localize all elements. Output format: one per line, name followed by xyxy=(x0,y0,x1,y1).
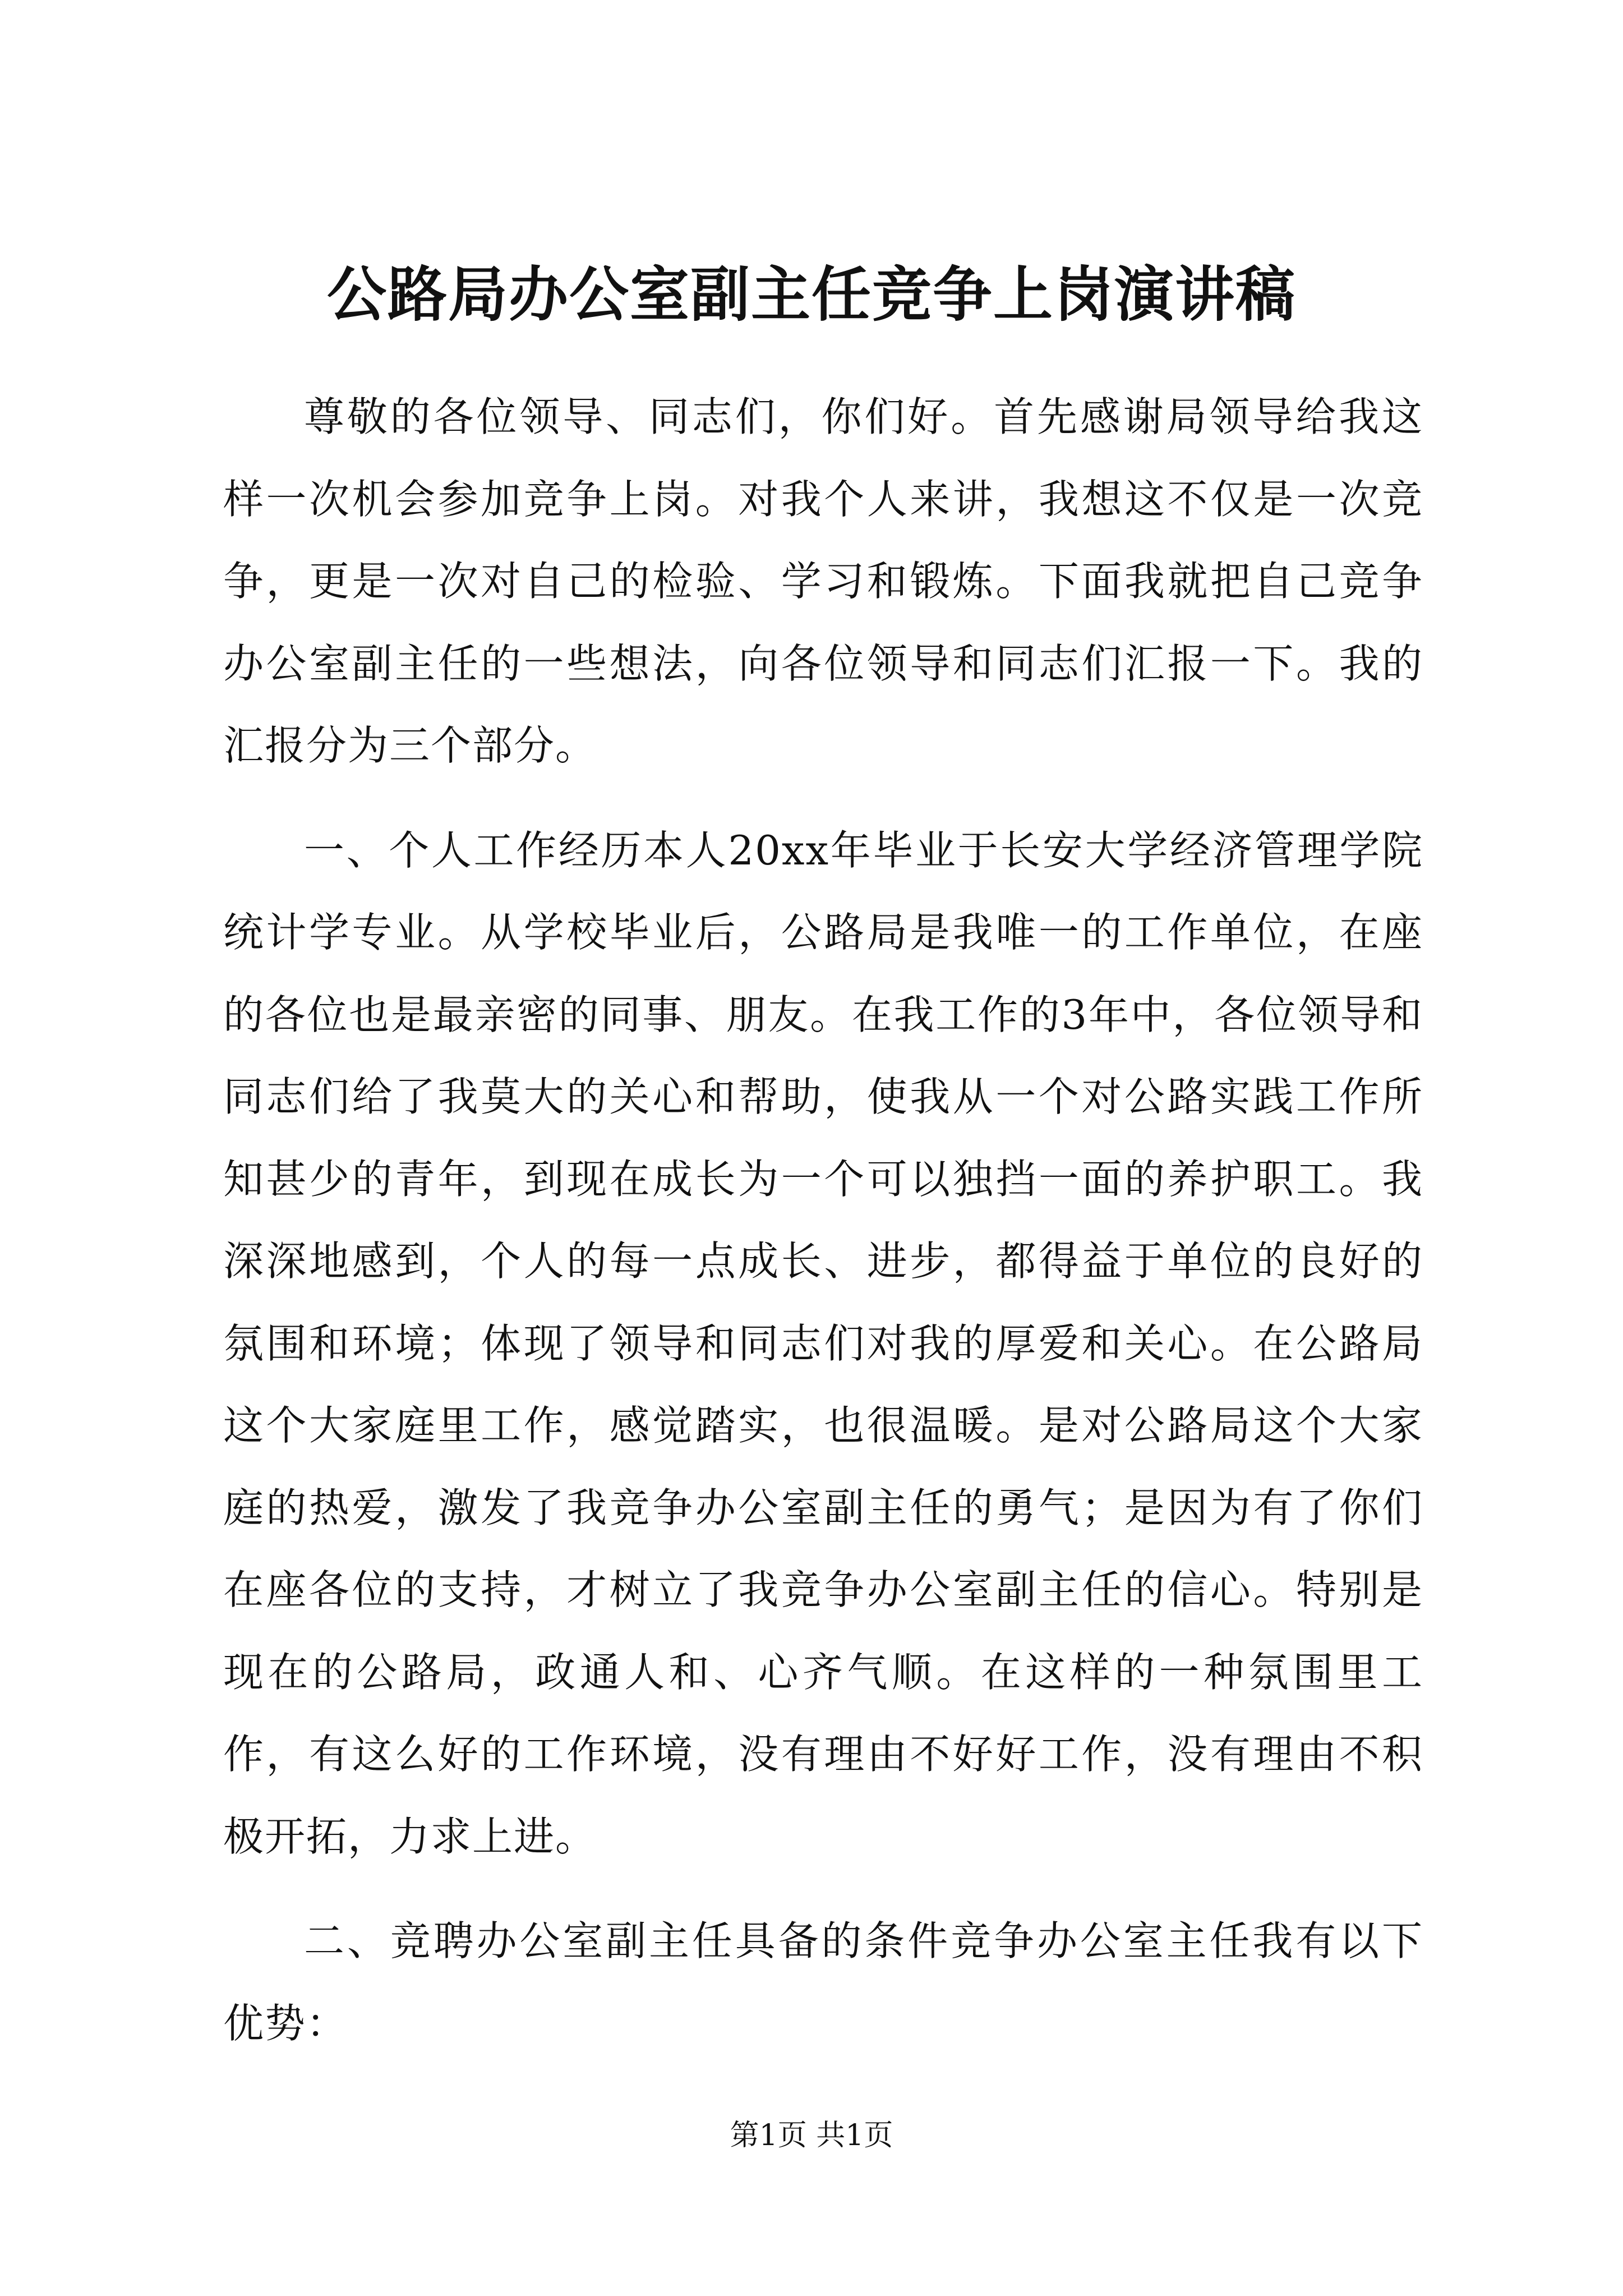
paragraph-qualifications: 二、竞聘办公室副主任具备的条件竞争办公室主任我有以下优势： xyxy=(223,1917,1423,2047)
page-title: 公路局办公室副主任竞争上岗演讲稿 xyxy=(327,259,1296,329)
paragraph-work-experience: 一、个人工作经历本人20xx年毕业于长安大学经济管理学院统计学专业。从学校毕业后，公路局是我唯一的工作单位，在座的各位也是最亲密的同事、朋友。在我工作的3年中，各位领导和同志们给了我莫大的关心和帮助，使我从一个对公路实践工作所知甚少的青年，到现在成长为一个可以独挡一面的养护职工。我深深地感到，个人的每一点成长、进步，都得益于单位的良好的氛围和环境；体现了领导和同志们对我的厚爱和关心。在公路局这个大家庭里工作，感觉踏实，也很温暖。是对公路局这个大家庭的热爱，激发了我竞争办公室副主任的勇气；是因为有了你们在座各位的支持，才树立了我竞争办公室副主任的信心。特别是现在的公路局，政通人和、心齐气顺。在这样的一种氛围里工作，有这么好的工作环境，没有理由不好好工作，没有理由不积极开拓，力求上进。 xyxy=(223,826,1423,1860)
page-footer: 第1页 共1页 xyxy=(730,2119,893,2152)
paragraph-greeting: 尊敬的各位领导、同志们，你们好。首先感谢局领导给我这样一次机会参加竞争上岗。对我个人来讲，我想这不仅是一次竞争，更是一次对自己的检验、学习和锻炼。下面我就把自己竞争办公室副主任的一些想法，向各位领导和同志们汇报一下。我的汇报分为三个部分。 xyxy=(223,393,1423,769)
document-body xyxy=(223,376,1423,2087)
